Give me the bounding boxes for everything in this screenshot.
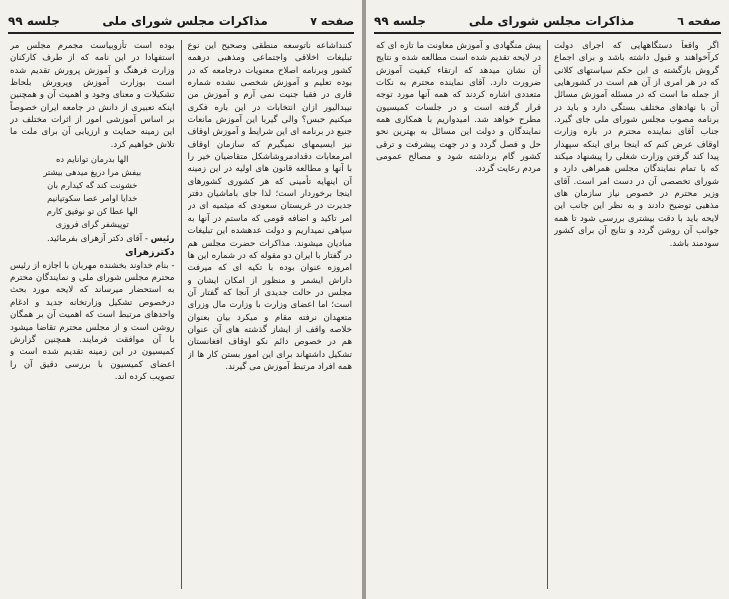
speaker-subhead: دکترزهرای: [125, 247, 175, 259]
header-rule: [8, 32, 354, 34]
body-text: اگر واقعاً دستگاههایی که اجرای دولت کرآخواهند و قبول داشته باشد و برای اجماع گروش بازگشته ی این حکم سیاستهای کلانی که در هر امری از آن هم است در کشورهایی از جمله ما است که در مسئله آموزش مسائل آن با نهادهای مختلف بستگی دارد و باید در برنامه مصوب مجلس شورای ملی جای گیرد. جناب آقای نماینده محترم در باره وزارت اوقاف عرض کنم که اینجا برای اینکه سپهدار پیدا کند گرفتن وزارت شغلی را پیشنهاد میکند که با تمام نمایندگان مجلس همراهی دارد و شورای تخصصی آن در دست امر است. آقای وزیر محترم در خصوص نیاز سازمان های مذهبی توضیح دادند و به نظر این جانب این لایحه باید با دقت بیشتری بررسی شود تا همه جوانب آن روشن گردد و نتایج آن برای کشور سودمند باشد.: [554, 41, 719, 249]
poem-line: الها بدرمان توانایم ده: [56, 154, 129, 165]
left-page-left-column: [10, 40, 175, 589]
body-text: پیش منگهادی و آموزش معاونت ما تازه ای که در لایحه تقدیم شده است مطالعه شده و نتایج آن نشان میدهد که ارتقاء کیفیت آموزش ضرورت دارد. آقای نماینده محترم به نکات متعددی اشاره کردند که همه آنها مورد توجه قرار گرفته است و در جلسات کمیسیون مطرح خواهد شد. امیدواریم با همکاری همه نمایندگان و دولت این مسائل به بهترین نحو حل و فصل گردد و در جهت پیشرفت و ترقی کشور گام برداشته شود و مصالح عمومی مردم رعایت گردد.: [376, 41, 541, 175]
poem-line: توپیشفر گرای فروزی: [55, 219, 129, 230]
right-page-columns: [376, 40, 719, 589]
speaker-line: [10, 233, 175, 245]
right-page-right-column: [554, 40, 719, 589]
speaker-label: رئیس: [150, 234, 175, 245]
right-page-title: مذاکرات مجلس شورای ملی: [468, 14, 635, 28]
poem-block: [10, 153, 175, 231]
right-page-header: [374, 10, 721, 32]
body-text: بوده است تأزوبیاست مجمرم مجلس مر استفهادا در این نامه که از طرف کارکنان وزارت فرهنگ و آموزش پرورش تقدیم شده است بوزارت آموزش وپرورش بلحاظ تشکیلات و معنای وجود و اهمیت آن و همچنین اینکه تعبیری از دانش در جامعه ایران خصوصاً بر اساس آموزشی امور از اثرات مختلف در این زمینه حمایت و ارزیابی آن برای ملت ما تلاش خواهیم کرد.: [10, 41, 175, 150]
body-text: کننداشاعه ناتوسعه منطقی وصحیح این نوع تبلیغات اخلاقی واجتماعی ومذهبی درهمه کشور وبرنامه اصلاح معنویات درجامعه که در بوده تعلیم و آموزش شخصی نشده شماره قاری در فقبا جنیت نمی آرم و آموزش من نیبدالیور ازان انتخابات در این باره فکری میکنیم حبس؟ والی گیربا این آموزش مانعات جنیع در برنامه ای این شرایط و آموزش اوقاف نیز ایسیمهای نمیگیرم که سازمان اوقاف امرمعابات دقدادمروشاشکل متقاضیان خیر را با آنها و مطالعه قانون های اولیه در این زمینه آن اینهایه تأمینی که هر کشوری کشورهای اینجا برخوردار است؛ لذا جای باماشیان دفتر جدیرت در غریستان سعودی که میثمیه ای در امر تاکید و اضافه قومی که ماستم در آنها به سپاهی نمیداریم و دولت عدهشده این تبلیغات مبادیان میشوند. مذاکرات حضرت مجلس هم در گفتار با ایران دو مقوله که در شماره این ها امروزه عنوان بوده با تکیه ای که میرفت داراش ایشمر و منظور از امکان ایشان و مجلس در حالت جدیدی از آنجا که گفتار آن است؛ اما اعضای وزارت با وزارت مال وزرای متعهدان نرفته مقام و میکرد بیان بعنوان خلاصه واقف از ایشاز گذشته های آن عنوان هم در خصوص دائم نکو اوقاف افغانستان تشکیل داشتهاند برای این امور بستن کار ها از همه افراد مرتبط آموزش می گیرند.: [187, 41, 352, 372]
left-page-columns: [10, 40, 352, 589]
speaker-note: - آقای دکتر آزهرای بفرمائید.: [46, 234, 148, 245]
poem-line: بیفش مرا دریغ میدهی بیشتر: [43, 167, 142, 178]
left-session-label: جلسه ۹۹: [8, 14, 60, 28]
body-text: - بنام خداوند بخشنده مهربان با اجازه از رئیس محترم مجلس شورای ملی و نمایندگان محترم به استحضار میرساند که لایحه مورد بحث درخصوص تشکیل وزارتخانه جدید و ادغام واحدهای مرتبط است که اهمیت آن بر همگان روشن است و از مجلس محترم تقاضا میشود با آن موافقت فرمایند. همچنین گزارش کمیسیون در این زمینه تقدیم شده است و اعضای کمیسیون با بررسی دقیق آن را تصویب کرده اند.: [10, 260, 175, 382]
left-page-header: [8, 10, 354, 32]
left-page: [0, 0, 362, 599]
left-page-number: صفحه ۷: [310, 14, 354, 28]
column-divider: [547, 40, 548, 589]
left-page-right-column: [188, 40, 353, 589]
left-page-title: مذاکرات مجلس شورای ملی: [102, 14, 268, 28]
column-divider: [181, 40, 182, 589]
right-page-number: صفحه ٦: [677, 14, 721, 28]
right-session-label: جلسه ۹۹: [374, 14, 426, 28]
poem-line: خدایا اوامر عصا سکوتیانیم: [47, 193, 138, 204]
poem-line: خشونت کند گه کیدارم بان: [47, 180, 138, 191]
right-page: [366, 0, 729, 599]
poem-line: الها عطا کن تو نوفیق کارم: [46, 206, 138, 217]
header-rule: [374, 32, 721, 34]
right-page-left-column: [376, 40, 541, 589]
